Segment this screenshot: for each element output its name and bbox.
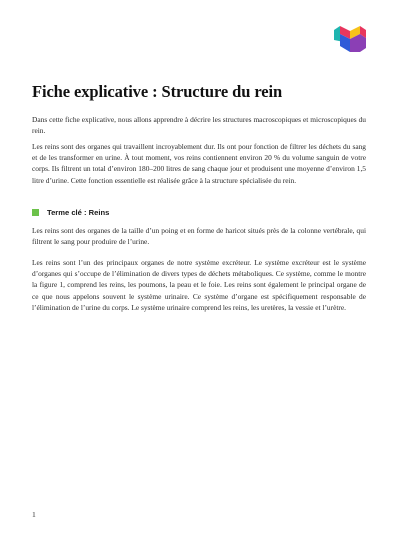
- key-term-heading: [32, 206, 109, 218]
- green-square-icon: [32, 209, 39, 216]
- key-term-definition: Les reins sont des organes de la taille d’un poing et en forme de haricot situés près de la colonne vertébrale, qui filtrent le sang pour produire de l’urine.: [32, 226, 366, 247]
- page-title: Fiche explicative : Structure du rein: [32, 82, 283, 101]
- intro-paragraph: Dans cette fiche explicative, nous allons apprendre à décrire les structures macroscopiques et microscopiques du rein.: [32, 115, 366, 136]
- kidney-function-paragraph: Les reins sont des organes qui travaillent incroyablement dur. Ils ont pour fonction de filtrer les déchets du sang et de les transformer en urine. À tout moment, vos reins contiennent environ 20 % du volume sanguin de votre corps. Ils filtrent un total d’environ 180–200 litres de sang chaque jour et produisent une moyenne d’environ 1,5 litre d’urine. Cette fonction essentielle est réalisée grâce à la structure spécialisée du rein.: [32, 142, 366, 185]
- page-number: 1: [32, 510, 36, 519]
- brand-logo-icon: [334, 26, 366, 52]
- excretory-system-paragraph: Les reins sont l’un des principaux organes de notre système excréteur. Le système excréteur est le système d’organes qui s’occupe de l’élimination de divers types de déchets métaboliques. Ce système, comme le montre la figure 1, comprend les reins, les poumons, la peau et le foie. Les reins sont également le principal organe de ce que nous appelons souvent le système urinaire. Ce système d’organe est spécifiquement responsable de l’élimination de l’urine du corps. Le système urinaire comprend les reins, les uretères, la vessie et l’urètre.: [32, 258, 366, 312]
- key-term-label: Terme clé : Reins: [47, 207, 110, 217]
